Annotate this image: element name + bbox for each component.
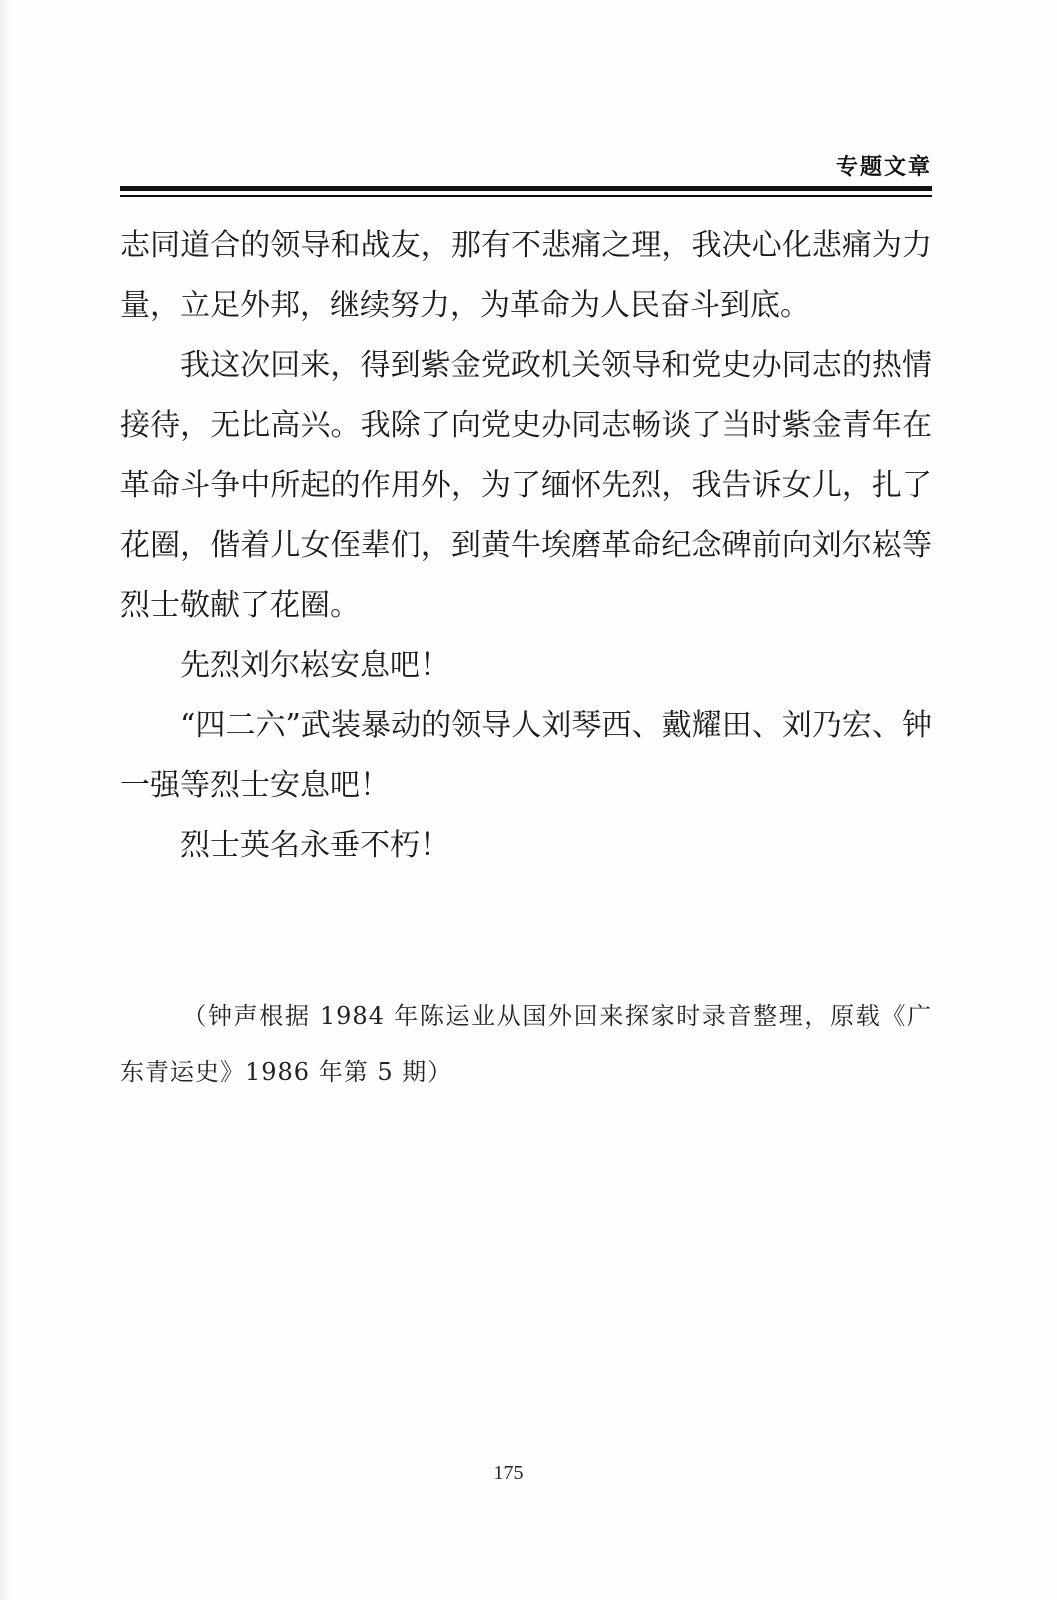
page-number: 175 xyxy=(493,1462,524,1484)
header-rule-thick xyxy=(120,186,932,191)
source-note-text: （钟声根据 1984 年陈运业从国外回来探家时录音整理，原载《广东青运史》1986 年第 5 期） xyxy=(120,1002,932,1086)
paragraph: 先烈刘尔崧安息吧！ xyxy=(180,648,450,683)
paragraph: 我这次回来，得到紫金党政机关领导和党史办同志的热情接待，无比高兴。我除了向党史办同志畅谈了当时紫金青年在革命斗争中所起的作用外，为了缅怀先烈，我告诉女儿，扎了花圈，偕着儿女侄辈们，到黄牛埃磨革命纪念碑前向刘尔崧等烈士敬献了花圈。 xyxy=(120,348,932,623)
scan-edge xyxy=(0,0,14,1600)
source-note xyxy=(120,988,932,1100)
paragraph: 烈士英名永垂不朽！ xyxy=(180,828,450,863)
article-body xyxy=(120,216,932,876)
paragraph-continued: 志同道合的领导和战友，那有不悲痛之理，我决心化悲痛为力量，立足外邦，继续努力，为革命为人民奋斗到底。 xyxy=(120,228,932,323)
header-rule-thin xyxy=(120,195,932,197)
running-header xyxy=(120,150,932,200)
section-title: 专题文章 xyxy=(835,155,932,180)
paragraph: “四二六”武装暴动的领导人刘琴西、戴耀田、刘乃宏、钟一强等烈士安息吧！ xyxy=(120,708,932,803)
